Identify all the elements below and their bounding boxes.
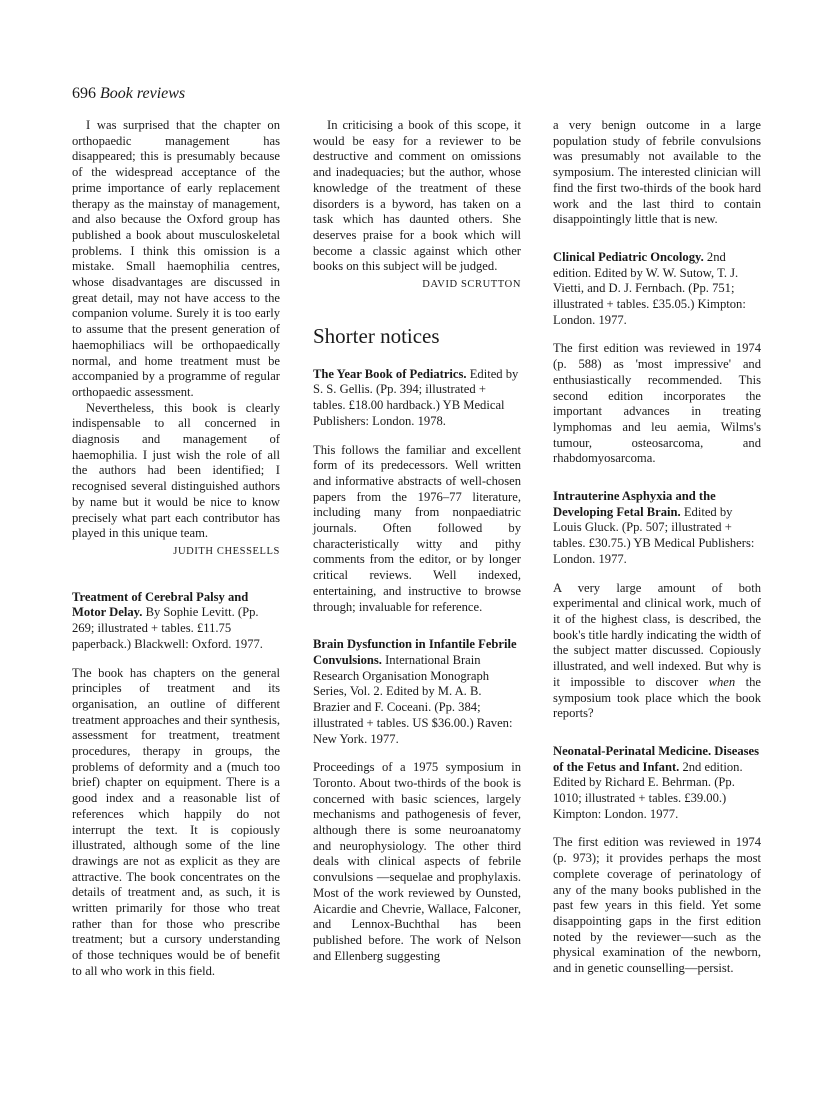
notice-text: the symposium took place which the book reports? bbox=[553, 674, 761, 721]
book-reference bbox=[553, 250, 761, 329]
page-header bbox=[72, 85, 185, 103]
book-title: Treatment of Cerebral Palsy and Motor Delay. bbox=[72, 589, 249, 620]
book-details: By Sophie Levitt. (Pp. 269; illustrated + tables. £11.75 paperback.) Blackwell: Oxford. 1977. bbox=[72, 605, 263, 651]
notice-paragraph: a very benign outcome in a large population study of febrile convulsions was presumably not available to the symposium. The interested clinician will find the first two-thirds of the book hard work and the last third to contain disappointingly little that is new. bbox=[553, 118, 761, 227]
notice-paragraph: This follows the familiar and excellent form of its predecessors. Well written and informative abstracts of well-chosen papers from the 1976–77 literature, including many from nonpaediatric journals. Often followed by characteristically witty and pithy comments from the editor, or by longer critical reviews. Well indexed, entertaining, and instructive to browse through; invaluable for reference. bbox=[313, 442, 521, 614]
page-number: 696 bbox=[72, 85, 96, 102]
review-paragraph: I was surprised that the chapter on orthopaedic management has disappeared; this is presumably because of the widespread acceptance of the prime importance of early replacement therapy as the mainstay of management, and also because the Oxford group has published a book about musculoskeletal problems. I think this omission is a mistake. Small haemophilia centres, whose disadvantages are discussed in great detail, may not have access to the companion volume. Surely it is too early to assume that the present generation of haemophiliacs will be orthopaedically normal, and home treatment must be accompanied by a programme of regular orthopaedic assessment. bbox=[72, 118, 280, 399]
reviewer-signature: DAVID SCRUTTON bbox=[422, 279, 521, 291]
book-title: The Year Book of Pediatrics. bbox=[313, 366, 467, 381]
book-reference bbox=[72, 590, 280, 653]
book-title: Intrauterine Asphyxia and the Developing Fetal Brain. bbox=[553, 489, 716, 519]
book-details: Edited by S. S. Gellis. (Pp. 394; illustrated + tables. £18.00 hardback.) YB Medical Publishers: London. 1978. bbox=[313, 366, 519, 428]
book-title: Neonatal-Perinatal Medicine. Diseases of the Fetus and Infant. bbox=[553, 743, 760, 774]
book-title: Clinical Pediatric Oncology. bbox=[553, 249, 704, 264]
book-details: Edited by Louis Gluck. (Pp. 507; illustrated + tables. £30.75.) YB Medical Publishers: London. 1977. bbox=[553, 504, 755, 566]
column-2 bbox=[313, 118, 521, 964]
notice-paragraph: Proceedings of a 1975 symposium in Toronto. About two-thirds of the book is concerned with basic sciences, largely mechanisms and pathogenesis of fever, although there is some neuroanatomy and neurophysiology. The other third deals with clinical aspects of febrile convulsions —sequelae and prophylaxis. Most of the work reviewed by Ounsted, Aicardie and Chevrie, Wallace, Falconer, and Lennox-Buchthal has been published before. The work of Nelson and Ellenberg suggesting bbox=[313, 760, 521, 963]
section-title: Shorter notices bbox=[313, 323, 440, 348]
column-1 bbox=[72, 118, 280, 980]
book-reference bbox=[553, 744, 761, 823]
book-details: 2nd edition. Edited by Richard E. Behrman. (Pp. 1010; illustrated + tables. £39.00.) Kimpton: London. 1977. bbox=[553, 759, 743, 821]
notice-paragraph: The first edition was reviewed in 1974 (p. 973); it provides perhaps the most complete coverage of perinatology of any of the many books published in the past few years in this field. Yet some disappointing gaps in the first edition noted by the reviewer—such as the physical examination of the newborn, and in genetic counselling—persist. bbox=[553, 835, 761, 976]
book-details: International Brain Research Organisation Monograph Series, Vol. 2. Edited by M. A. B. Brazier and F. Coceani. (Pp. 384; illustrated + tables. US $36.00.) Raven: New York. 1977. bbox=[313, 652, 513, 746]
book-reference bbox=[313, 367, 521, 430]
section-name: Book reviews bbox=[100, 85, 186, 102]
book-details: 2nd edition. Edited by W. W. Sutow, T. J. Vietti, and D. J. Fernbach. (Pp. 751; illustrated + tables. £35.05.) Kimpton: London. 1977. bbox=[553, 249, 746, 327]
book-reference bbox=[553, 489, 761, 568]
notice-text: A very large amount of both experimental and clinical work, much of it of the highest class, is described, the book's title hardly indicating the width of the subject matter discussed. Copiously illustrated, and well indexed. But why is it impossible to discover bbox=[553, 580, 761, 689]
column-3 bbox=[553, 118, 761, 977]
review-paragraph: In criticising a book of this scope, it would be easy for a reviewer to be destructive and comment on omissions and inadequacies; but the author, whose knowledge of the treatment of these disorders is a byword, has taken on a task which has daunted others. She deserves praise for a book which will become a classic against which other books on this subject will be judged. bbox=[313, 118, 521, 274]
notice-paragraph: The first edition was reviewed in 1974 (p. 588) as 'most impressive' and enthusiastically recommended. This second edition incorporates the important advances in treating lymphomas and leu aemia, Wilms's tumour, osteosarcoma, and rhabdomyosarcoma. bbox=[553, 341, 761, 466]
notice-paragraph bbox=[553, 581, 761, 722]
review-paragraph: The book has chapters on the general principles of treatment and its organisation, an outline of different treatment approaches and their synthesis, assessment for treatment, treatment procedures, therapy in groups, the problems of deformity and a (much too brief) chapter on equipment. There is a good index and a reasonable list of references which happily do not interrupt the text. It is copiously illustrated, although some of the line drawings are not as explicit as they are attractive. The book concentrates on the details of treatment and, as such, it is written primarily for those who treat rather than for those who prescribe treatment; but a cursory understanding of those techniques would be of benefit to all who work in this field. bbox=[72, 665, 280, 978]
review-paragraph: Nevertheless, this book is clearly indispensable to all concerned in diagnosis and management of haemophilia. I just wish the role of all the authors had been identified; I recognised several distinguished authors by name but it would be nice to know precisely what part each contributor has played in this unique team. bbox=[72, 400, 280, 541]
reviewer-signature: JUDITH CHESSELLS bbox=[173, 545, 280, 557]
notice-emphasis: when bbox=[708, 674, 736, 689]
book-reference bbox=[313, 637, 521, 747]
book-title: Brain Dysfunction in Infantile Febrile Convulsions. bbox=[313, 637, 517, 667]
